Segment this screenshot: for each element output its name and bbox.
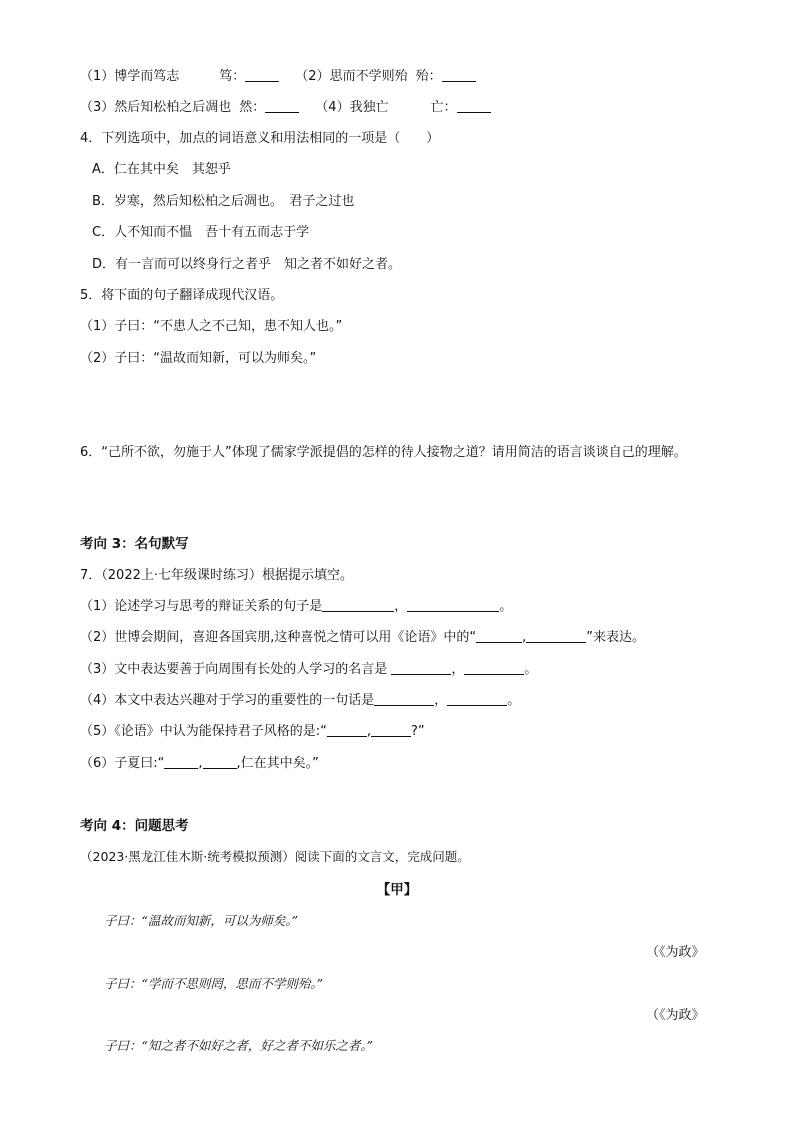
passage-cite-1: （《为政》 [646, 945, 705, 960]
q7-item2-blank-a[interactable] [476, 629, 522, 643]
q3-item2-target: 殆： [415, 69, 442, 84]
q7-item3-end: 。 [524, 662, 538, 677]
q7-item1-end: 。 [499, 599, 513, 614]
q7-item1-blank-a[interactable] [322, 598, 394, 612]
q3-item3-label: （3）然后知松柏之后凋也 [80, 100, 232, 115]
q5-item-2: （2）子曰：“温故而知新，可以为师矣。” [80, 351, 317, 366]
section3-title: 考向 3：名句默写 [80, 536, 189, 552]
passage-part-title: 【甲】 [376, 882, 418, 898]
q3-item1-target: 笃： [219, 69, 246, 84]
q7-item-3 [80, 661, 537, 679]
q7-item4-text: （4）本文中表达兴趣对于学习的重要性的一句话是 [80, 693, 375, 708]
q7-item-4 [80, 692, 520, 710]
q3-row-1 [80, 68, 476, 86]
q5-item-1: （1）子曰：“不患人之不己知，患不知人也。” [80, 319, 343, 334]
q7-stem: 7．（2022上·七年级课时练习）根据提示填空。 [80, 568, 353, 583]
q7-item3-blank-b[interactable] [464, 661, 524, 675]
q7-item5-blank-b[interactable] [371, 723, 411, 737]
q7-item1-blank-b[interactable] [407, 598, 499, 612]
q3-item1-blank[interactable] [245, 68, 279, 82]
q7-item4-end: 。 [507, 693, 521, 708]
q7-item2-end: ”来表达。 [586, 630, 646, 645]
q7-item4-sep: ， [434, 693, 448, 708]
q7-item4-blank-b[interactable] [447, 692, 507, 706]
q7-item3-sep: ， [451, 662, 465, 677]
q4-option-b: B．岁寒，然后知松柏之后凋也。 君子之过也 [92, 194, 355, 209]
q7-item3-text: （3）文中表达要善于向周围有长处的人学习的名言是 [80, 662, 392, 677]
passage-quote-3: 子曰：“知之者不如好之者，好之者不如乐之者。” [104, 1038, 374, 1053]
q7-item-1 [80, 598, 512, 616]
q3-item2-label: （2）思而不学则殆 [295, 69, 408, 84]
passage-quote-1: 子曰：“温故而知新，可以为师矣。” [104, 913, 299, 928]
section4-title: 考向 4：问题思考 [80, 818, 189, 834]
passage-cite-2: （《为政》 [646, 1008, 705, 1023]
q3-item4-label: （4）我独亡 [315, 100, 389, 115]
q3-item3-target: 然： [239, 100, 266, 115]
q6-stem: 6．“己所不欲，勿施于人”体现了儒家学派提倡的怎样的待人接物之道？请用简洁的语言谈谈自己的理解。 [80, 445, 687, 460]
q7-item5-sep: , [366, 724, 372, 739]
q7-item2-sep: , [522, 630, 527, 645]
q3-item2-blank[interactable] [442, 68, 476, 82]
q7-item6-blank-a[interactable] [164, 755, 198, 769]
q4-stem: 4．下列选项中，加点的词语意义和用法相同的一项是（ ） [80, 131, 440, 146]
q7-item1-sep: ， [394, 599, 408, 614]
q7-item2-text: （2）世博会期间，喜迎各国宾朋,这种喜悦之情可以用《论语》中的“ [80, 630, 477, 645]
q3-item4-target: 亡： [430, 100, 457, 115]
q7-item-2 [80, 629, 645, 647]
passage-source: （2023·黑龙江佳木斯·统考模拟预测）阅读下面的文言文，完成问题。 [80, 849, 470, 864]
q7-item4-blank-a[interactable] [374, 692, 434, 706]
q3-item3-blank[interactable] [265, 99, 299, 113]
q7-item6-end: ,仁在其中矣。” [236, 756, 319, 771]
q7-item6-blank-b[interactable] [203, 755, 237, 769]
q3-item4-blank[interactable] [457, 99, 491, 113]
q3-row-2 [80, 99, 491, 117]
q7-item6-text: （6）子夏曰:“ [80, 756, 165, 771]
passage-quote-2: 子曰：“学而不思则罔，思而不学则殆。” [104, 976, 324, 991]
q7-item1-text: （1）论述学习与思考的辩证关系的句子是 [80, 599, 323, 614]
q3-item1-label: （1）博学而笃志 [80, 69, 180, 84]
q4-option-c: C．人不知而不愠 吾十有五而志于学 [92, 225, 310, 240]
q7-item5-end: ?” [411, 724, 425, 739]
q5-stem: 5．将下面的句子翻译成现代汉语。 [80, 288, 284, 303]
q7-item3-blank-a[interactable] [391, 661, 451, 675]
q7-item5-text: （5）《论语》中认为能保持君子风格的是:“ [80, 724, 327, 739]
q7-item-5 [80, 723, 425, 741]
q4-option-d: D．有一言而可以终身行之者乎 知之者不如好之者。 [92, 257, 402, 272]
q4-option-a: A．仁在其中矣 其恕乎 [92, 162, 231, 177]
q7-item6-sep: , [198, 756, 203, 771]
q7-item-6 [80, 755, 319, 773]
q7-item2-blank-b[interactable] [526, 629, 586, 643]
q7-item5-blank-a[interactable] [327, 723, 367, 737]
